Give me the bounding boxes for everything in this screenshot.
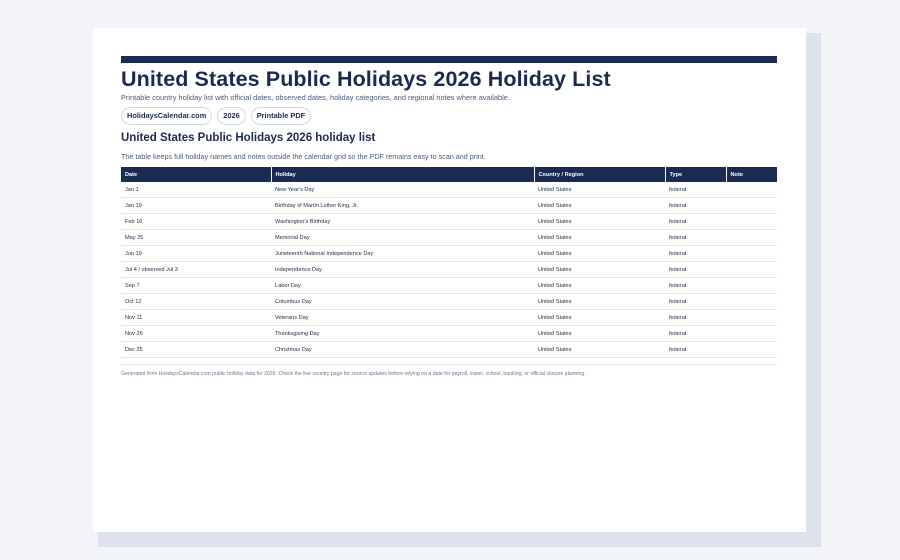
cell-holiday: New Year's Day — [271, 182, 534, 198]
cell-note — [726, 310, 777, 326]
cell-holiday: Labor Day — [271, 278, 534, 294]
page-title: United States Public Holidays 2026 Holiday List — [121, 67, 611, 91]
cell-holiday: Christmas Day — [271, 342, 534, 358]
section-subtitle: The table keeps full holiday names and notes outside the calendar grid so the PDF remains easy to scan and print. — [121, 152, 486, 161]
printable-pdf-chip[interactable]: Printable PDF — [251, 107, 311, 125]
cell-holiday: Washington's Birthday — [271, 214, 534, 230]
cell-country: United States — [534, 246, 665, 262]
table-row — [121, 342, 777, 358]
cell-country: United States — [534, 310, 665, 326]
table-row — [121, 230, 777, 246]
chip-row — [121, 107, 311, 125]
cell-type: federal — [665, 182, 726, 198]
cell-holiday: Juneteenth National Independence Day — [271, 246, 534, 262]
cell-country: United States — [534, 342, 665, 358]
cell-date: Jan 1 — [121, 182, 271, 198]
year-chip[interactable]: 2026 — [217, 107, 245, 125]
cell-note — [726, 198, 777, 214]
cell-date: Jun 19 — [121, 246, 271, 262]
cell-type: federal — [665, 214, 726, 230]
cell-date: May 25 — [121, 230, 271, 246]
table-header-row — [121, 167, 777, 182]
cell-type: federal — [665, 342, 726, 358]
cell-note — [726, 262, 777, 278]
cell-empty — [534, 358, 665, 365]
document-page — [93, 28, 806, 532]
cell-holiday: Birthday of Martin Luther King, Jr. — [271, 198, 534, 214]
cell-date: Nov 26 — [121, 326, 271, 342]
table-row — [121, 294, 777, 310]
cell-country: United States — [534, 326, 665, 342]
site-chip[interactable]: HolidaysCalendar.com — [121, 107, 212, 125]
cell-date: Oct 12 — [121, 294, 271, 310]
cell-note — [726, 182, 777, 198]
cell-holiday: Independence Day — [271, 262, 534, 278]
cell-empty — [271, 358, 534, 365]
cell-type: federal — [665, 294, 726, 310]
cell-note — [726, 214, 777, 230]
cell-country: United States — [534, 294, 665, 310]
cell-date: Dec 25 — [121, 342, 271, 358]
cell-holiday: Thanksgiving Day — [271, 326, 534, 342]
section-title: United States Public Holidays 2026 holiday list — [121, 132, 376, 144]
cell-date: Sep 7 — [121, 278, 271, 294]
cell-empty — [726, 358, 777, 365]
cell-country: United States — [534, 198, 665, 214]
cell-empty — [121, 358, 271, 365]
table-row — [121, 326, 777, 342]
table-row-empty — [121, 358, 777, 365]
cell-date: Feb 16 — [121, 214, 271, 230]
cell-holiday: Memorial Day — [271, 230, 534, 246]
table-row — [121, 262, 777, 278]
table-row — [121, 214, 777, 230]
cell-date: Jul 4 / observed Jul 3 — [121, 262, 271, 278]
cell-holiday: Columbus Day — [271, 294, 534, 310]
cell-type: federal — [665, 278, 726, 294]
cell-country: United States — [534, 230, 665, 246]
cell-date: Jan 19 — [121, 198, 271, 214]
cell-country: United States — [534, 182, 665, 198]
table-row — [121, 246, 777, 262]
cell-country: United States — [534, 278, 665, 294]
cell-note — [726, 246, 777, 262]
cell-note — [726, 326, 777, 342]
cell-type: federal — [665, 310, 726, 326]
column-header-country: Country / Region — [534, 167, 665, 182]
cell-country: United States — [534, 214, 665, 230]
cell-date: Nov 11 — [121, 310, 271, 326]
table-row — [121, 278, 777, 294]
holiday-table — [121, 167, 777, 365]
column-header-holiday: Holiday — [271, 167, 534, 182]
cell-empty — [665, 358, 726, 365]
table-row — [121, 182, 777, 198]
cell-type: federal — [665, 262, 726, 278]
cell-note — [726, 278, 777, 294]
cell-note — [726, 342, 777, 358]
table-row — [121, 310, 777, 326]
footer-note: Generated from HolidaysCalendar.com public holiday data for 2026. Check the live country page for source updates before relying on a date for payroll, travel, school, banking, or official closure planning. — [121, 371, 586, 377]
cell-note — [726, 294, 777, 310]
cell-country: United States — [534, 262, 665, 278]
cell-holiday: Veterans Day — [271, 310, 534, 326]
cell-type: federal — [665, 198, 726, 214]
column-header-date: Date — [121, 167, 271, 182]
cell-type: federal — [665, 326, 726, 342]
page-subtitle: Printable country holiday list with official dates, observed dates, holiday categories, and regional notes where available. — [121, 93, 510, 102]
cell-type: federal — [665, 246, 726, 262]
cell-type: federal — [665, 230, 726, 246]
column-header-note: Note — [726, 167, 777, 182]
column-header-type: Type — [665, 167, 726, 182]
cell-note — [726, 230, 777, 246]
table-row — [121, 198, 777, 214]
header-rule — [121, 56, 777, 63]
